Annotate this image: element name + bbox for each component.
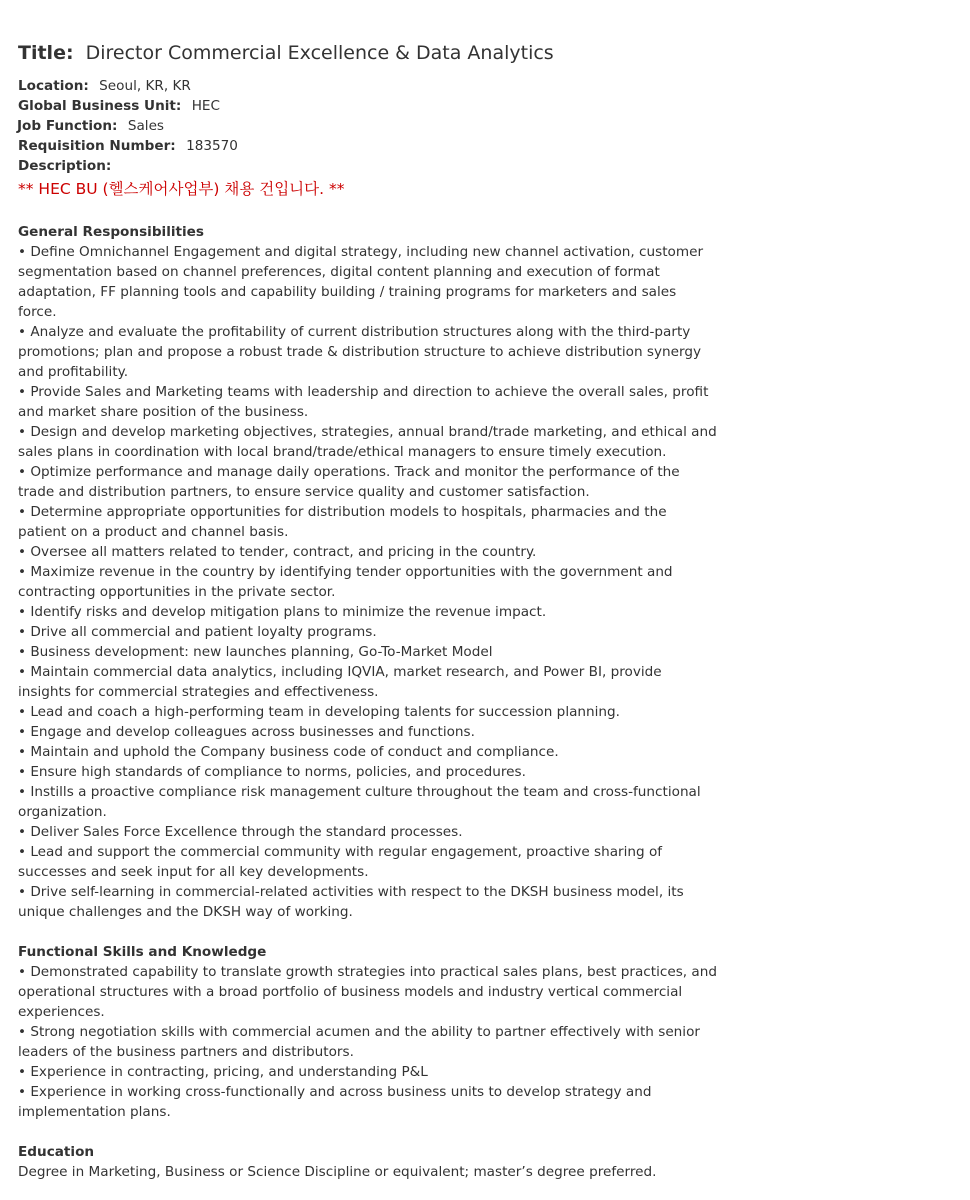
location-value: Seoul, KR, KR (99, 78, 191, 94)
education-heading: Education (18, 1144, 95, 1160)
list-item: • Lead and support the commercial community with regular engagement, proactive sharing of successes and seek input for all key developments. (18, 844, 663, 880)
list-item: • Define Omnichannel Engagement and digital strategy, including new channel activation, customer segmentation based on channel preferences, digital content planning and execution of format adaptation, FF planning tools and capability building / training programs for marketers and sales force. (18, 244, 704, 320)
list-item: • Maintain and uphold the Company business code of conduct and compliance. (18, 744, 559, 760)
list-item: • Drive all commercial and patient loyalty programs. (18, 624, 377, 640)
description-label: Description: (18, 158, 112, 174)
list-item: • Business development: new launches planning, Go-To-Market Model (18, 644, 493, 660)
gbu-row (18, 96, 718, 116)
job-function-label: Job Function: (17, 118, 118, 134)
list-item: • Provide Sales and Marketing teams with leadership and direction to achieve the overall sales, profit and market share position of the business. (18, 384, 709, 420)
skills-list (18, 962, 718, 1122)
gbu-label: Global Business Unit: (18, 98, 182, 114)
job-function-row (17, 116, 718, 136)
education-text: Degree in Marketing, Business or Science Discipline or equivalent; master’s degree preferred. (18, 1164, 657, 1180)
list-item: • Design and develop marketing objectives, strategies, annual brand/trade marketing, and ethical and sales plans in coordination with local brand/trade/ethical managers to ensure timely execution. (18, 424, 717, 460)
requisition-label: Requisition Number: (18, 138, 176, 154)
list-item: • Instills a proactive compliance risk management culture throughout the team and cross-functional organization. (18, 784, 701, 820)
requisition-value: 183570 (186, 138, 238, 154)
location-label: Location: (18, 78, 89, 94)
gbu-value: HEC (191, 98, 221, 114)
list-item: • Engage and develop colleagues across businesses and functions. (18, 724, 475, 740)
list-item: • Ensure high standards of compliance to norms, policies, and procedures. (18, 764, 526, 780)
list-item: • Maintain commercial data analytics, including IQVIA, market research, and Power BI, provide insights for commercial strategies and effectiveness. (18, 664, 662, 700)
skills-heading: Functional Skills and Knowledge (18, 944, 267, 960)
requisition-row (18, 136, 718, 156)
list-item: • Experience in contracting, pricing, and understanding P&L (18, 1064, 428, 1080)
list-item: • Identify risks and develop mitigation plans to minimize the revenue impact. (18, 604, 547, 620)
description-row (18, 156, 718, 176)
hiring-notice: ** HEC BU (헬스케어사업부) 채용 건입니다. ** (18, 180, 345, 198)
list-item: • Strong negotiation skills with commercial acumen and the ability to partner effectively with senior leaders of the business partners and distributors. (18, 1024, 700, 1060)
list-item: • Experience in working cross-functionally and across business units to develop strategy and implementation plans. (18, 1084, 652, 1120)
list-item: • Deliver Sales Force Excellence through the standard processes. (18, 824, 463, 840)
list-item: • Oversee all matters related to tender, contract, and pricing in the country. (18, 544, 537, 560)
list-item: • Drive self-learning in commercial-related activities with respect to the DKSH business model, its unique challenges and the DKSH way of working. (18, 884, 684, 920)
location-row (18, 76, 718, 96)
list-item: • Determine appropriate opportunities for distribution models to hospitals, pharmacies and the patient on a product and channel basis. (18, 504, 667, 540)
list-item: • Demonstrated capability to translate growth strategies into practical sales plans, best practices, and operational structures with a broad portfolio of business models and industry vertical commercial experiences. (18, 964, 718, 1020)
spacer (18, 1122, 718, 1142)
responsibilities-list (18, 242, 718, 922)
list-item: • Maximize revenue in the country by identifying tender opportunities with the government and contracting opportunities in the private sector. (18, 564, 673, 600)
list-item: • Lead and coach a high-performing team in developing talents for succession planning. (18, 704, 620, 720)
job-title: Director Commercial Excellence & Data Analytics (85, 42, 554, 64)
responsibilities-heading: General Responsibilities (18, 224, 204, 240)
job-title-label: Title: (18, 42, 74, 64)
list-item: • Optimize performance and manage daily operations. Track and monitor the performance of the trade and distribution partners, to ensure service quality and customer satisfaction. (18, 464, 680, 500)
job-function-value: Sales (127, 118, 165, 134)
list-item: • Analyze and evaluate the profitability of current distribution structures along with the third-party promotions; plan and propose a robust trade & distribution structure to achieve distribution synergy and profitability. (18, 324, 702, 380)
spacer (18, 922, 718, 942)
job-title-row (18, 38, 718, 68)
